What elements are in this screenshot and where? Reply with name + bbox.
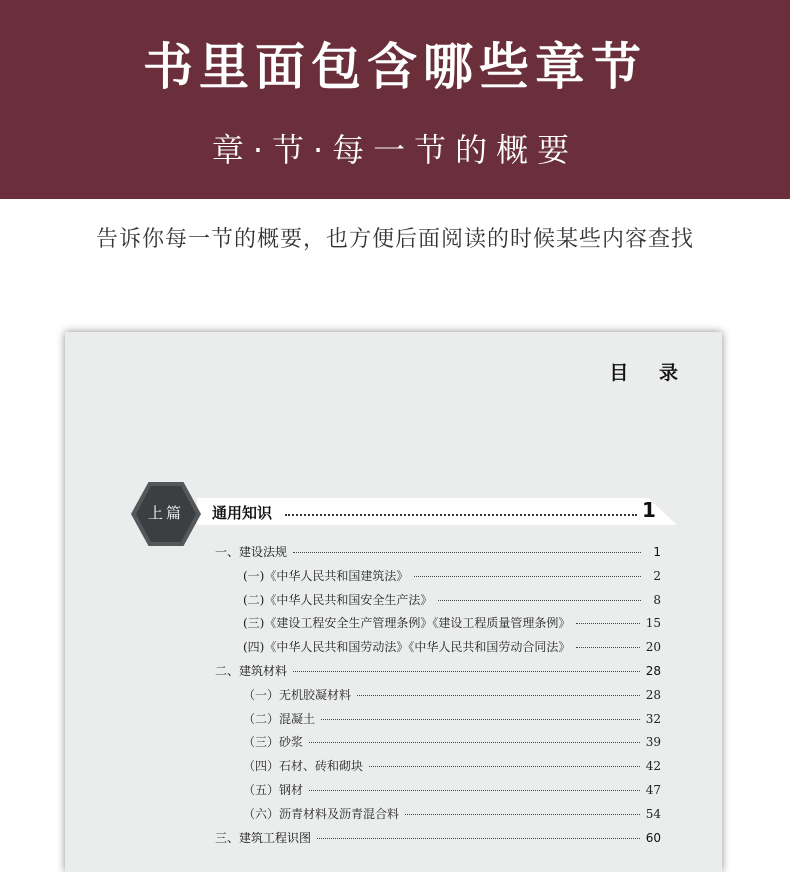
toc-entry-title: (三)《建设工程安全生产管理条例》《建设工程质量管理条例》 xyxy=(243,616,571,631)
toc-entry-page: 15 xyxy=(645,616,661,631)
banner-title: 书里面包含哪些章节 xyxy=(143,37,647,96)
toc-entry-title: （二）混凝土 xyxy=(243,711,316,726)
part-label: 上篇 xyxy=(147,504,184,522)
part-page-number: 1 xyxy=(642,498,656,522)
toc-entry-title: (四)《中华人民共和国劳动法》《中华人民共和国劳动合同法》 xyxy=(243,640,571,655)
toc-entry xyxy=(215,805,661,829)
toc-leader-dots xyxy=(293,671,640,672)
toc-leader-dots xyxy=(576,647,639,648)
toc-leader-dots xyxy=(309,790,640,791)
toc-entry xyxy=(215,829,661,853)
toc-entry xyxy=(215,567,661,591)
toc-entry-title: （三）砂浆 xyxy=(243,735,304,750)
intro-text: 告诉你每一节的概要，也方便后面阅读的时候某些内容查找 xyxy=(95,227,694,252)
toc-entry-page: 42 xyxy=(645,759,661,774)
toc-entry-title: （一）无机胶凝材料 xyxy=(243,687,352,702)
toc-entry-page: 2 xyxy=(653,568,661,583)
toc-entry xyxy=(215,614,661,638)
toc-entry-title: (二)《中华人民共和国安全生产法》 xyxy=(243,592,433,607)
toc-leader-dots xyxy=(438,600,641,601)
toc-leader-dots xyxy=(321,719,640,720)
toc-leader-dots xyxy=(309,742,640,743)
toc-heading: 目 录 xyxy=(609,362,690,384)
toc-leader-dots xyxy=(293,552,641,553)
toc-entry xyxy=(215,757,661,781)
toc-entry xyxy=(215,662,661,686)
toc-entry xyxy=(215,638,661,662)
toc-leader-dots xyxy=(317,838,640,839)
toc-leader-dots xyxy=(414,576,641,577)
toc-entry-title: 一、建设法规 xyxy=(215,545,288,559)
toc-entry-title: （四）石材、砖和砌块 xyxy=(243,759,364,774)
toc-entry-title: 三、建筑工程识图 xyxy=(215,830,312,845)
toc-entry-page: 20 xyxy=(645,640,661,655)
toc-entry-page: 28 xyxy=(645,663,661,678)
toc-entry-title: （六）沥青材料及沥青混合料 xyxy=(243,806,400,821)
toc-entry xyxy=(215,591,661,615)
part-name: 通用知识 xyxy=(212,504,273,522)
header-banner xyxy=(0,0,790,199)
banner-subtitle: 章·节·每一节的概要 xyxy=(211,131,579,169)
toc-leader-dots xyxy=(357,695,640,696)
toc-leader-dots xyxy=(369,766,640,767)
toc-page-image xyxy=(65,332,722,872)
part-leader-dots xyxy=(285,504,637,516)
toc-entry-title: (一)《中华人民共和国建筑法》 xyxy=(243,568,409,583)
toc-entry-page: 39 xyxy=(645,735,661,750)
toc-entry-page: 47 xyxy=(645,782,661,797)
toc-entry xyxy=(215,781,661,805)
toc-entry-page: 28 xyxy=(645,687,661,702)
toc-entry-page: 60 xyxy=(645,830,661,845)
toc-entry-page: 54 xyxy=(645,806,661,821)
toc-entry xyxy=(215,543,661,567)
toc-entry-title: 二、建筑材料 xyxy=(215,663,288,678)
toc-entry-title: （五）钢材 xyxy=(243,782,304,797)
toc-entry-page: 32 xyxy=(645,711,661,726)
toc-entry-page: 1 xyxy=(653,545,661,559)
toc-leader-dots xyxy=(576,623,639,624)
toc-list xyxy=(215,543,661,852)
toc-entry xyxy=(215,686,661,710)
toc-entry xyxy=(215,733,661,757)
toc-entry-page: 8 xyxy=(653,592,661,607)
toc-entry xyxy=(215,710,661,734)
toc-leader-dots xyxy=(405,814,640,815)
